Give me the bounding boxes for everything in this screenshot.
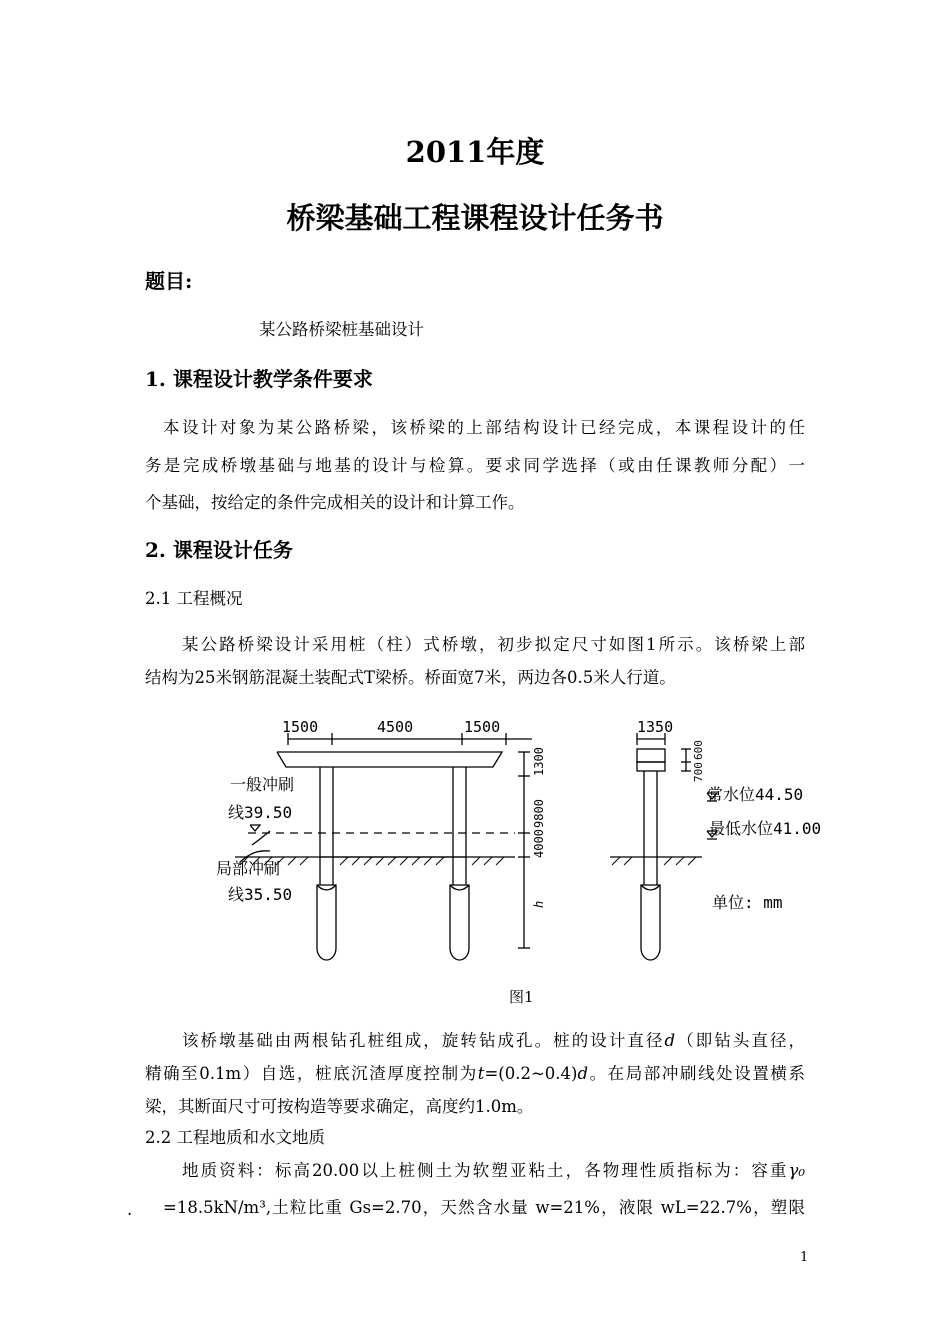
main-title: 桥梁基础工程课程设计任务书 [286, 201, 664, 235]
dim-1350: 1350 [637, 718, 674, 736]
year-title: 2011年度 [405, 135, 545, 169]
margin-dot: . [127, 1200, 133, 1219]
figure-1-pier-diagram [200, 710, 840, 970]
section-1-title: 1. 课程设计教学条件要求 [145, 367, 373, 391]
subject-label: 题目: [145, 269, 193, 293]
sec1-line-3: 个基础，按给定的条件完成相关的设计和计算工作。 [145, 493, 525, 512]
water-normal-label: 常水位44.50 [707, 785, 804, 804]
unit-label: 单位: mm [712, 893, 783, 912]
sec1-line-2: 务是完成桥墩基础与地基的设计与检算。要求同学选择（或由任课教师分配）一 [145, 456, 805, 475]
p21-line-1: 某公路桥梁设计采用桩（柱）式桥墩，初步拟定尺寸如图1所示。该桥梁上部 [182, 635, 805, 654]
p21-line-2: 结构为25米钢筋混凝土装配式T梁桥。桥面宽7米，两边各0.5米人行道。 [145, 668, 676, 687]
scour-general-label-1: 一般冲刷 [230, 775, 295, 794]
subsection-2-2: 2.2 工程地质和水文地质 [145, 1128, 325, 1147]
figure-caption: 图1 [509, 988, 534, 1006]
sec1-line-1: 本设计对象为某公路桥梁，该桥梁的上部结构设计已经完成，本课程设计的任 [163, 418, 805, 437]
dim-700: 700 [692, 762, 705, 782]
geo-line-1: 地质资料：标高20.00以上桩侧土为软塑亚粘土，各物理性质指标为：容重γ₀ [182, 1161, 805, 1180]
subsection-2-1: 2.1 工程概况 [145, 589, 243, 608]
scour-general-label-2: 线39.50 [228, 803, 293, 822]
pile-line-2: 精确至0.1m）自选，桩底沉渣厚度控制为t=(0.2~0.4)d。在局部冲刷线处设置横系 [145, 1064, 806, 1083]
pile-line-1: 该桥墩基础由两根钻孔桩组成，旋转钻成孔。桩的设计直径d（即钻头直径， [182, 1031, 806, 1050]
dim-4500: 4500 [377, 718, 414, 736]
dim-1500-right: 1500 [464, 718, 501, 736]
page-number: 1 [800, 1250, 809, 1265]
dim-1500-left: 1500 [282, 718, 319, 736]
water-low-label: 最低水位41.00 [709, 819, 822, 838]
geo-line-2: =18.5kN/m³,土粒比重 Gs=2.70，天然含水量 w=21%，液限 wL=22.7%，塑限 [163, 1198, 805, 1217]
section-2-title: 2. 课程设计任务 [145, 538, 293, 562]
scour-local-label-2: 线35.50 [228, 885, 293, 904]
scour-local-label-1: 局部冲刷 [216, 859, 281, 878]
vdim-9800: 9800 [532, 799, 546, 828]
dim-600: 600 [692, 740, 705, 760]
vdim-1300: 1300 [532, 747, 546, 776]
vdim-h: h [532, 900, 546, 908]
vdim-4000: 4000 [532, 829, 546, 858]
pile-line-3: 梁，其断面尺寸可按构造等要求确定，高度约1.0m。 [145, 1097, 534, 1116]
subject-text: 某公路桥梁桩基础设计 [259, 320, 424, 339]
